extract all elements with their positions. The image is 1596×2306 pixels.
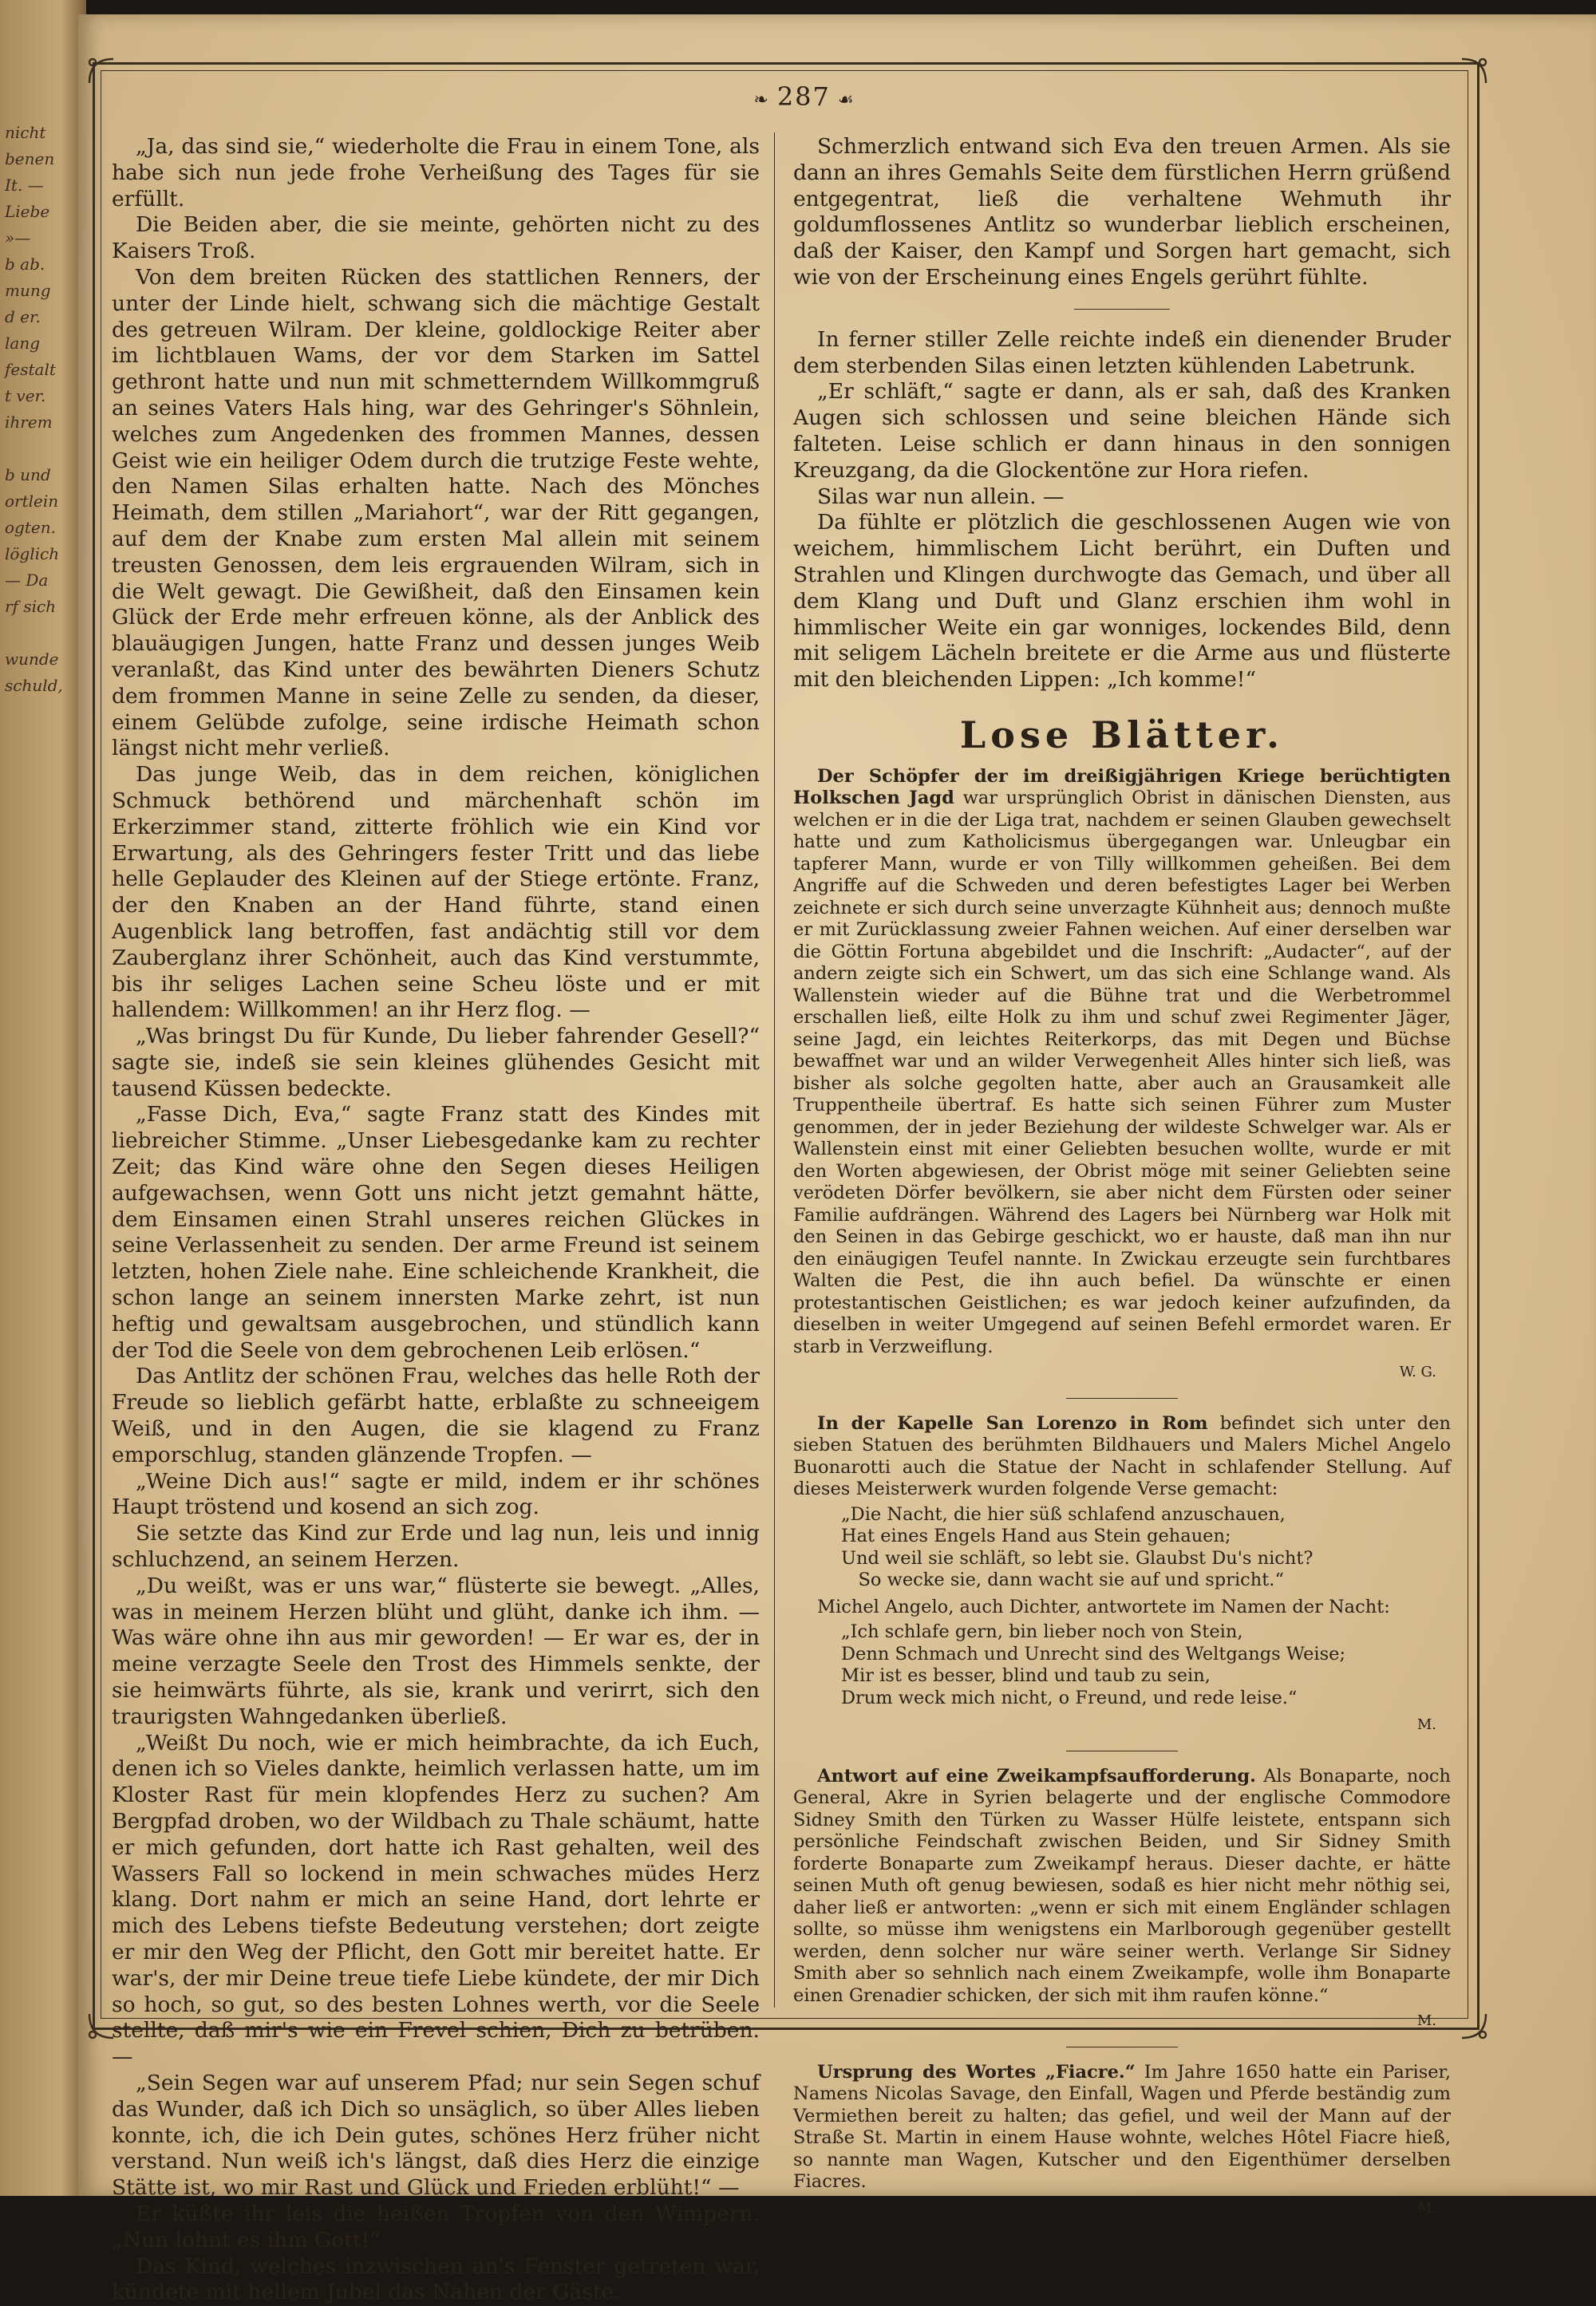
note-heading: Antwort auf eine Zweikampfsaufforderung. xyxy=(817,1765,1256,1787)
story-paragraph: In ferner stiller Zelle reichte indeß ein dienender Bruder dem sterbenden Silas einen letzten kühlenden Labetrunk. xyxy=(793,326,1451,378)
page-number-value: 287 xyxy=(776,81,831,112)
page-number-ornament-right-icon: ☙ xyxy=(830,90,855,110)
note-fiacre xyxy=(793,2062,1451,2219)
story-paragraph: Die Beiden aber, die sie meinte, gehörten nicht zu des Kaisers Troß. xyxy=(112,212,760,264)
verse-line: Drum weck mich nicht, o Freund, und rede leise.“ xyxy=(841,1687,1298,1708)
left-column xyxy=(112,134,760,2306)
note-body-continued: Michel Angelo, auch Dichter, antwortete im Namen der Nacht: xyxy=(817,1596,1390,1617)
column-divider xyxy=(774,132,775,2008)
verse-line: Denn Schmach und Unrecht sind des Weltgangs Weise; xyxy=(841,1643,1346,1664)
story-paragraph: Das junge Weib, das in dem reichen, königlichen Schmuck bethörend und märchenhaft schön im Erkerzimmer stand, zitterte fröhlich wie ein Kind vor Erwartung, als des Gehringers fester Tritt und das liebe helle Geplauder des Kleinen auf der Stiege ertönte. Franz, der den Knaben an der Hand führte, stand einen Augenblick lang betroffen, fast andächtig still vor dem Zauberglanz ihrer Schönheit, auch das Kind verstummte, bis ihr seliges Lachen seine Scheu löste und er mit hallendem: Willkommen! an ihr Herz flog. — xyxy=(112,762,760,1023)
note-heading: Ursprung des Wortes „Fiacre.“ xyxy=(817,2061,1136,2083)
verse-night xyxy=(841,1504,1451,1592)
note-heading: In der Kapelle San Lorenzo in Rom xyxy=(817,1412,1208,1434)
note-signature: M. xyxy=(1416,2012,1436,2030)
verse-line: „Die Nacht, die hier süß schlafend anzuschauen, xyxy=(841,1503,1286,1525)
previous-page-text-fragments: nicht benen It. — Liebe »— b ab. mung d er. lang festalt t ver. ihrem b und ortlein ogten. löglich — Da rf sich wunde schuld, xyxy=(5,123,63,695)
section-title: Lose Blätter. xyxy=(959,713,1285,756)
story-paragraph: Schmerzlich entwand sich Eva den treuen Armen. Als sie dann an ihres Gemahls Seite dem fürstlichen Herrn grüßend entgegentrat, ließ die verhaltene Wehmuth ihr goldumflossenes Antlitz so wunderbar lieblich erscheinen, daß der Kaiser, den Kampf und Sorgen hart gemacht, sich wie von der Erscheinung eines Engels gerührt fühlte. xyxy=(793,134,1451,290)
verse-line: Mir ist es besser, blind und taub zu sein, xyxy=(841,1665,1211,1687)
note-body: Im Jahre 1650 hatte ein Pariser, Namens Nicolas Savage, den Einfall, Wagen und Pferde beständig zum Vermiethen bereit zu halten; das gefiel, und weil der Mann auf der Straße St. Martin in einem Hause wohnte, welches Hôtel Fiacre hieß, so nannte man Wagen, Kutscher und den Eigenthümer derselben Fiacres. xyxy=(793,2061,1451,2193)
story-paragraph: „Du weißt, was er uns war,“ flüsterte sie bewegt. „Alles, was in meinem Herzen blüht und glüht, danke ich ihm. — Was wäre ohne ihn aus mir geworden! — Er war es, der in meine verzagte Seele den Trost des Himmels senkte, der sie heimwärts führte, als sie, krank und verirrt, sich den traurigsten Wahngedanken überließ. xyxy=(112,1573,760,1729)
verse-answer xyxy=(841,1621,1451,1709)
verse-line: „Ich schlafe gern, bin lieber noch von Stein, xyxy=(841,1621,1243,1643)
story-paragraph: „Was bringst Du für Kunde, Du lieber fahrender Gesell?“ sagte sie, indeß sie sein kleines glühendes Gesicht mit tausend Küssen bedeckte. xyxy=(112,1024,760,1101)
story-paragraph: „Fasse Dich, Eva,“ sagte Franz statt des Kindes mit liebreicher Stimme. „Unser Liebesgedanke kam zu rechter Zeit; das Kind wäre ohne den Segen dieses Heiligen aufgewachsen, wenn Gott uns nicht jetzt gemahnt hätte, dem Einsamen einen Strahl unseres reichen Glückes in seine Verlassenheit zu senden. Der arme Freund ist seinem letzten, hohen Ziele nahe. Eine schleichende Krankheit, die schon lange an seinem innersten Marke zehrt, ist nun heftig und gewaltsam ausgebrochen, und stündlich kann der Tod die Seele von dem gebrochenen Leib erlösen.“ xyxy=(112,1102,760,1363)
corner-ornament-bottom-right-icon xyxy=(1454,2006,1494,2046)
story-paragraph: „Sein Segen war auf unserem Pfad; nur sein Segen schuf das Wunder, daß ich Dich so unsäglich, so über Alles lieben konnte, ich, die ich Dein gutes, schönes Herz früher nicht verstand. Nun weiß ich's längst, daß dies Herz die einzige Stätte ist, wo mir Rast und Glück und Frieden erblüht!“ — xyxy=(112,2070,760,2201)
note-heading: Der Schöpfer der im dreißigjährigen Kriege berüchtigten Holkschen Jagd xyxy=(793,765,1451,809)
story-paragraph: Er küßte ihr leis die heißen Tropfen von den Wimpern. „Nun lohnt es ihm Gott!“ xyxy=(112,2201,760,2253)
corner-ornament-top-right-icon xyxy=(1454,51,1494,91)
note-body: Als Bonaparte, noch General, Akre in Syrien belagerte und der englische Commodore Sidney Smith den Türken zu Wasser Hülfe leistete, entspann sich persönliche Feindschaft zwischen Beiden, und Sir Sidney Smith forderte Bonaparte zum Zweikampf heraus. Dieser dachte, er hätte seinen Muth oft genug bewiesen, sodaß es hier nicht mehr nöthig sei, daher ließ er antworten: „wenn er sich mit einem Engländer schlagen sollte, so müsse ihm wenigstens ein Marlborough gegenüber gestellt werden, denn solcher nur wäre seiner werth. Verlange Sir Sidney Smith aber so sehnlich nach einem Zweikampfe, wolle ihm Bonaparte einen Grenadier schicken, der sich mit ihm raufen könne.“ xyxy=(793,1765,1452,2006)
story-paragraph: „Er schläft,“ sagte er dann, als er sah, daß des Kranken Augen sich schlossen und seine bleichen Hände sich falteten. Leise schlich er dann hinaus in den sonnigen Kreuzgang, da die Glockentöne zur Hora riefen. xyxy=(793,379,1451,483)
story-paragraph: Silas war nun allein. — xyxy=(817,484,1065,509)
story-paragraph: Sie setzte das Kind zur Erde und lag nun, leis und innig schluchzend, an seinem Herzen. xyxy=(112,1521,760,1573)
right-column xyxy=(793,134,1451,2218)
note-signature: W. G. xyxy=(1399,1364,1436,1381)
note-holk xyxy=(793,766,1451,1384)
story-paragraph: Das Antlitz der schönen Frau, welches das helle Roth der Freude so lieblich gefärbt hatte, erblaßte zu schneeigem Weiß, und in den Augen, die sie klagend zu Franz emporschlug, standen glänzende Tropfen. — xyxy=(112,1364,760,1467)
verse-line: Und weil sie schläft, so lebt sie. Glaubst Du's nicht? xyxy=(841,1547,1314,1569)
corner-ornament-top-left-icon xyxy=(81,51,121,91)
note-duel xyxy=(793,1766,1451,2032)
verse-line: Hat eines Engels Hand aus Stein gehauen; xyxy=(841,1526,1231,1547)
previous-page-edge xyxy=(0,0,86,2196)
story-paragraph: „Weine Dich aus!“ sagte er mild, indem er ihr schönes Haupt tröstend und kosend an sich zog. xyxy=(112,1468,760,1520)
note-body: war ursprünglich Obrist in dänischen Diensten, aus welchen er in die der Liga trat, nachdem er seinen Glauben gewechselt hatte und zum Katholicismus übergegangen war. Unleugbar ein tapferer Mann, wurde er von Tilly willkommen geheißen. Bei dem Angriffe auf die Schweden und deren befestigtes Lager bei Werben zeichnete er sich durch seine unverzagte Kühnheit aus; dennoch mußte er mit Zurücklassung zweier Fahnen weichen. Auf einer derselben war die Göttin Fortuna abgebildet und die Inschrift: „Audacter“, auf der andern zeigte sich ein Schwert, um das sich eine Schlange wand. Als Wallenstein wieder auf die Bühne trat und die Werbetrommel erschallen ließ, eilte Holk zu ihm und schuf zwei Regimenter Jäger, seine Jagd, ein leichtes Reiterkorps, das mit Degen und Büchse bewaffnet war und an wilder Verwegenheit Alles hinter sich ließ, was bisher als solche gegolten hatte, aber auch an Grausamkeit alle Truppentheile übertraf. Es hatte sich seinen Führer zum Muster genommen, der in jeder Beziehung der wildeste Schwelger war. Als er Wallenstein einst mit einer Geliebten besuchen wollte, wurde er mit den Worten abgewiesen, der Obrist möge mit seiner Geliebten seine verödeten Dörfer bevölkern, sie aber nicht dem Fürsten oder seiner Familie aufdrängen. Während des Lagers bei Nürnberg war Holk mit den Seinen in das Gebirge geschickt, wo er hauste, daß man ihn nur den einäugigen Teufel nannte. In Zwickau erzeugte sein furchtbares Walten die Pest, die ihn auch befiel. Da wünschte er einen protestantischen Geistlichen; es war jedoch keiner aufzufinden, da dieselben in weiter Umgegend auf seinen Befehl ermordet waren. Er starb in Verzweiflung. xyxy=(793,788,1452,1357)
note-san-lorenzo xyxy=(793,1413,1451,1736)
story-paragraph: Das Kind, welches inzwischen an's Fenster getreten war, kündete mit hellem Jubel das Nahen der Gäste. xyxy=(112,2253,760,2305)
page xyxy=(78,14,1596,2305)
note-signature: M. xyxy=(1416,1716,1436,1734)
story-paragraph: Von dem breiten Rücken des stattlichen Renners, der unter der Linde hielt, schwang sich die mächtige Gestalt des getreuen Wilram. Der kleine, goldlockige Reiter aber im lichtblauen Wams, der vor dem Starken im Sattel gethront hatte und nun mit schmetterndem Willkommgruß an seines Vaters Hals hing, war des Gehringer's Söhnlein, welches zum Angedenken des frommen Mannes, dessen Geist wie ein heiliger Odem durch die trutzige Feste wehte, den Namen Silas erhalten hatte. Nach des Mönches Heimath, dem stillen „Mariahort“, war der Ritt gegangen, auf dem der Knabe zum ersten Mal allein mit seinem treusten Genossen, dem leis ergrauenden Wilram, sich in die Welt gewagt. Die Gewißheit, daß den Einsamen kein Glück der Erde mehr erfreuen könne, als der Anblick des blauäugigen Jungen, hatte Franz und dessen junges Weib veranlaßt, das Kind unter des bewährten Dieners Schutz dem frommen Manne in seine Zelle zu senden, da dieser, einem Gelübde zufolge, seine irdische Heimath schon längst nicht mehr verließ. xyxy=(112,264,760,761)
note-separator xyxy=(1066,1398,1178,1399)
note-body: befindet sich unter den sieben Statuen des berühmten Bildhauers und Malers Michel Angelo Buonarotti auch die Statue der Nacht in schlafender Stellung. Auf dieses Meisterwerk wurden folgende Verse gemacht: xyxy=(793,1412,1452,1500)
story-paragraph: Da fühlte er plötzlich die geschlossenen Augen wie von weichem, himmlischem Licht berührt, ein Duften und Strahlen und Klingen durchwogte das Gemach, und über all dem Klang und Duft und Glanz erschien ihm wohl in himmlischer Weite ein gar wonniges, lockendes Bild, denn mit seligem Lächeln breitete er die Arme aus und flüsterte mit den bleichenden Lippen: „Ich komme!“ xyxy=(793,510,1451,693)
story-paragraph: „Ja, das sind sie,“ wiederholte die Frau in einem Tone, als habe sich nun jede frohe Verheißung des Tages für sie erfüllt. xyxy=(112,134,760,211)
story-paragraph: „Weißt Du noch, wie er mich heimbrachte, da ich Euch, denen ich so Vieles dankte, heimlich verlassen hatte, um im Kloster Rast für mein klopfendes Herz zu suchen? Am Bergpfad droben, wo der Wildbach zu Thale schäumt, hatte er mich gefunden, dort hatte ich Rast gehalten, weil des Wassers Fall so lockend in mein schwaches müdes Herz klang. Dort nahm er mich an seine Hand, dort lehrte er mich des Lebens tiefste Bedeutung verstehen; dort zeigte er mir den Weg der Pflicht, den Gott mir bereitet hatte. Er war's, der mir Deine treue tiefe Liebe kündete, der mir Dich so hoch, so gut, so des besten Lohnes werth, vor die Seele stellte, daß mir's wie ein Frevel schien, Dich zu betrüben. — xyxy=(112,1730,760,2070)
note-signature: M. xyxy=(1416,2198,1436,2216)
scene-separator xyxy=(1074,309,1170,310)
verse-line: So wecke sie, dann wacht sie auf und spricht.“ xyxy=(841,1570,1284,1591)
page-number-ornament-left-icon: ❧ xyxy=(753,90,777,110)
page-number xyxy=(701,81,908,112)
